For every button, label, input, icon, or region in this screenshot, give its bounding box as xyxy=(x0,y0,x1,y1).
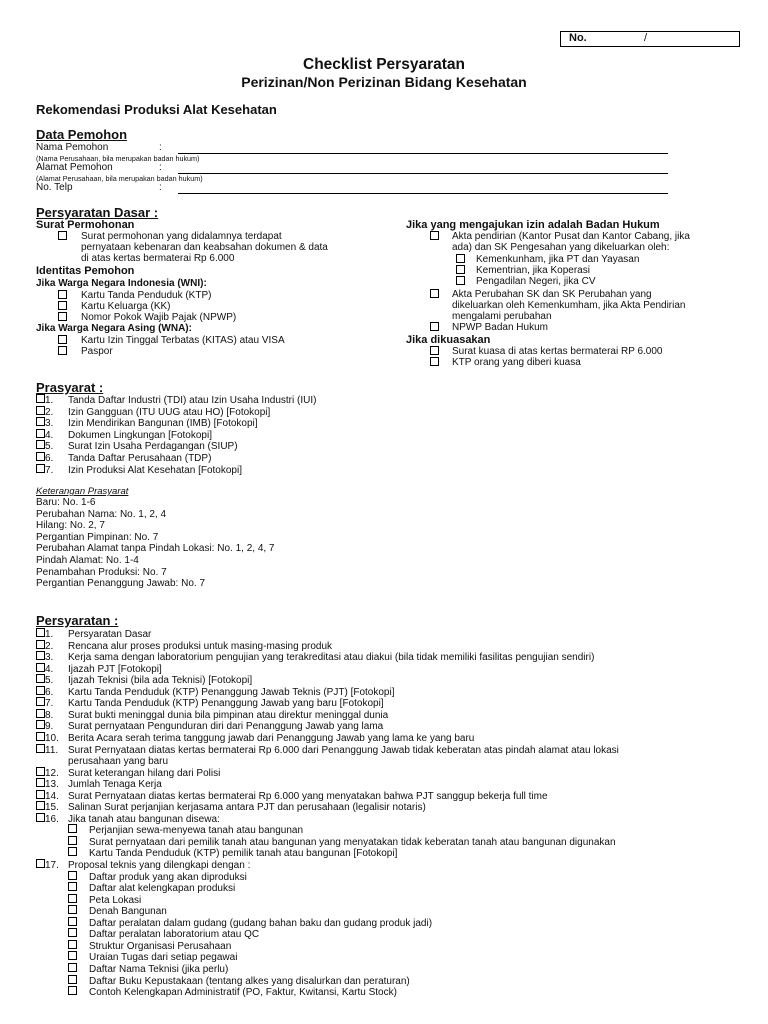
item-number: 16. xyxy=(45,813,59,825)
deed-subitem-label: Kementrian, jika Koperasi xyxy=(476,265,590,276)
amend-line: dikeluarkan oleh Kemenkumham, jika Akta Pendirian xyxy=(452,300,686,311)
amend-line: mengalami perubahan xyxy=(452,311,552,322)
item-label: Dokumen Lingkungan [Fotokopi] xyxy=(68,429,212,441)
checkbox[interactable] xyxy=(430,346,439,355)
checkbox[interactable] xyxy=(36,686,45,695)
item-number: 14. xyxy=(45,790,59,802)
checkbox[interactable] xyxy=(36,674,45,683)
item-label: Surat pernyataan Pengunduran diri dari Penanggung Jawab yang lama xyxy=(68,721,384,733)
item-number: 17. xyxy=(45,860,59,871)
checkbox[interactable] xyxy=(68,905,77,914)
checkbox[interactable] xyxy=(36,663,45,672)
applicant-phone-colon: : xyxy=(159,182,162,193)
wni-item-label: Nomor Pokok Wajib Pajak (NPWP) xyxy=(81,312,237,323)
checkbox[interactable] xyxy=(68,928,77,937)
checkbox[interactable] xyxy=(58,290,67,299)
npwp-label: NPWP Badan Hukum xyxy=(452,322,548,333)
item-number: 3. xyxy=(45,652,54,664)
item-number: 2. xyxy=(45,640,54,652)
item-label: Berita Acara serah terima tanggung jawab dari Penanggung Jawab yang lama ke yang baru xyxy=(68,732,475,744)
item-label: Kartu Tanda Penduduk (KTP) Penanggung Jawab Teknis (PJT) [Fotokopi] xyxy=(68,686,395,698)
request-line: Surat permohonan yang didalamnya terdapat xyxy=(81,231,282,242)
item-number: 5. xyxy=(45,675,54,687)
item-label: Persyaratan Dasar xyxy=(68,629,152,640)
item-label: Daftar peralatan laboratorium atau QC xyxy=(89,929,260,941)
checkbox[interactable] xyxy=(36,429,45,438)
item-label: Proposal teknis yang dilengkapi dengan : xyxy=(68,860,251,871)
item-label: Ijazah Teknisi (bila ada Teknisi) [Fotokopi] xyxy=(68,675,253,687)
checkbox[interactable] xyxy=(36,801,45,810)
checkbox[interactable] xyxy=(68,963,77,972)
checkbox[interactable] xyxy=(68,975,77,984)
item-label: Rencana alur proses produksi untuk masing-masing produk xyxy=(68,640,333,652)
item-number: 6. xyxy=(45,686,54,698)
checkbox[interactable] xyxy=(58,312,67,321)
item-number: 7. xyxy=(45,464,54,476)
item-number: 9. xyxy=(45,721,54,733)
checkbox[interactable] xyxy=(68,824,77,833)
item-label: Struktur Organisasi Perusahaan xyxy=(89,940,232,952)
number-label: No. xyxy=(569,32,587,44)
checkbox[interactable] xyxy=(36,452,45,461)
item-number: 15. xyxy=(45,802,59,814)
item-label: Perjanjian sewa-menyewa tanah atau bangunan xyxy=(89,825,304,837)
checkbox[interactable] xyxy=(36,628,45,637)
item-number: 12. xyxy=(45,767,59,779)
applicant-address-field xyxy=(178,173,668,174)
note-line: Perubahan Nama: No. 1, 2, 4 xyxy=(36,508,167,520)
checkbox[interactable] xyxy=(68,882,77,891)
item-number: 8. xyxy=(45,709,54,721)
checkbox[interactable] xyxy=(68,894,77,903)
item-label: Peta Lokasi xyxy=(89,894,142,906)
item-label: Daftar alat kelengkapan produksi xyxy=(89,883,236,895)
item-number: 4. xyxy=(45,429,54,441)
note-line: Hilang: No. 2, 7 xyxy=(36,520,105,532)
note-line: Pergantian Pimpinan: No. 7 xyxy=(36,531,159,543)
item-label: Izin Gangguan (ITU UUG atau HO) [Fotokopi] xyxy=(68,406,271,418)
checkbox[interactable] xyxy=(36,732,45,741)
note-line: Perubahan Alamat tanpa Pindah Lokasi: No. 1, 2, 4, 7 xyxy=(36,543,275,555)
checkbox[interactable] xyxy=(456,265,465,274)
number-slash: / xyxy=(644,32,648,44)
checkbox[interactable] xyxy=(430,231,439,240)
applicant-phone-label: No. Telp xyxy=(36,182,73,193)
checkbox[interactable] xyxy=(456,254,465,263)
checkbox[interactable] xyxy=(36,394,45,403)
amend-line: Akta Perubahan SK dan SK Perubahan yang xyxy=(452,289,652,300)
checkbox[interactable] xyxy=(68,986,77,995)
wni-item-label: Kartu Keluarga (KK) xyxy=(81,301,171,312)
checkbox[interactable] xyxy=(36,440,45,449)
item-number: 6. xyxy=(45,453,54,464)
legal-heading: Jika yang mengajukan izin adalah Badan Hukum xyxy=(406,219,660,231)
persyaratan-heading: Persyaratan : xyxy=(36,613,119,628)
number-box xyxy=(560,31,740,47)
checkbox[interactable] xyxy=(68,940,77,949)
applicant-name-hint: (Nama Perusahaan, bila merupakan badan hukum) xyxy=(36,154,200,163)
checkbox[interactable] xyxy=(36,767,45,776)
wna-item-label: Paspor xyxy=(81,346,113,357)
checkbox[interactable] xyxy=(36,640,45,649)
checkbox[interactable] xyxy=(36,859,45,868)
deed-line: Akta pendirian (Kantor Pusat dan Kantor Cabang, jika xyxy=(452,231,690,242)
proxy-item-label: KTP orang yang diberi kuasa xyxy=(452,357,581,368)
item-label: Daftar produk yang akan diproduksi xyxy=(89,871,247,883)
checkbox[interactable] xyxy=(36,697,45,706)
item-label: Contoh Kelengkapan Administratif (PO, Faktur, Kwitansi, Kartu Stock) xyxy=(89,987,397,999)
item-label: Izin Mendirikan Bangunan (IMB) [Fotokopi] xyxy=(68,418,258,430)
applicant-heading: Data Pemohon xyxy=(36,127,128,142)
deed-line: ada) dan SK Pengesahan yang dikeluarkan oleh: xyxy=(452,242,670,253)
item-label: Kartu Tanda Penduduk (KTP) Penanggung Jawab yang baru [Fotokopi] xyxy=(68,698,384,710)
item-number: 3. xyxy=(45,418,54,430)
wni-item-label: Kartu Tanda Penduduk (KTP) xyxy=(81,290,212,301)
checkbox[interactable] xyxy=(68,951,77,960)
checkbox[interactable] xyxy=(456,276,465,285)
item-number: 10. xyxy=(45,732,59,744)
checkbox[interactable] xyxy=(58,301,67,310)
checkbox[interactable] xyxy=(36,720,45,729)
item-label: Jumlah Tenaga Kerja xyxy=(68,779,162,791)
checkbox[interactable] xyxy=(68,917,77,926)
proxy-heading: Jika dikuasakan xyxy=(406,334,491,346)
item-label: Daftar Buku Kepustakaan (tentang alkes yang disalurkan dan peraturan) xyxy=(89,975,410,987)
basic-heading: Persyaratan Dasar : xyxy=(36,205,159,220)
checkbox[interactable] xyxy=(58,346,67,355)
checkbox[interactable] xyxy=(58,335,67,344)
wni-heading: Jika Warga Negara Indonesia (WNI): xyxy=(36,278,207,289)
page-title: Checklist Persyaratan xyxy=(303,56,465,73)
item-label: Surat Pernyataan diatas kertas bermaterai Rp 6.000 yang menyatakan bahwa PJT sanggup bekerja full time xyxy=(68,790,548,802)
item-number: 5. xyxy=(45,441,54,453)
item-label: Surat pernyataan dari pemilik tanah atau bangunan yang menyatakan tidak keberatan tanah atau bangunan digunakan xyxy=(89,836,616,848)
checkbox[interactable] xyxy=(68,871,77,880)
applicant-address-colon: : xyxy=(159,162,162,173)
deed-subitem-label: Kemenkunham, jika PT dan Yayasan xyxy=(476,254,640,265)
checkbox[interactable] xyxy=(430,357,439,366)
checkbox[interactable] xyxy=(36,744,45,753)
applicant-address-label: Alamat Pemohon xyxy=(36,162,113,173)
item-label: Tanda Daftar Industri (TDI) atau Izin Usaha Industri (IUI) xyxy=(68,395,317,406)
applicant-name-colon: : xyxy=(159,142,162,153)
item-label: Kerja sama dengan laboratorium pengujian yang terakreditasi atau diakui (bila tidak memiliki fasilitas pengujian sendiri) xyxy=(68,652,595,664)
deed-subitem-label: Pengadilan Negeri, jika CV xyxy=(476,276,596,287)
notes-heading: Keterangan Prasyarat xyxy=(36,486,129,497)
item-label: Jika tanah atau bangunan disewa: xyxy=(68,813,220,825)
item-label: Surat keterangan hilang dari Polisi xyxy=(68,767,221,779)
checkbox[interactable] xyxy=(36,406,45,415)
identity-heading: Identitas Pemohon xyxy=(36,265,135,277)
item-number: 2. xyxy=(45,406,54,418)
checkbox[interactable] xyxy=(36,709,45,718)
item-number: 4. xyxy=(45,663,54,675)
checkbox[interactable] xyxy=(430,289,439,298)
checkbox[interactable] xyxy=(36,651,45,660)
applicant-phone-field xyxy=(178,193,668,194)
checkbox[interactable] xyxy=(68,836,77,845)
item-label: Surat Izin Usaha Perdagangan (SIUP) xyxy=(68,441,238,453)
request-line: di atas kertas bermaterai Rp 6.000 xyxy=(81,253,235,264)
item-label: Daftar peralatan dalam gudang (gudang bahan baku dan gudang produk jadi) xyxy=(89,917,433,929)
wna-heading: Jika Warga Negara Asing (WNA): xyxy=(36,323,192,334)
item-label: Tanda Daftar Perusahaan (TDP) xyxy=(68,453,212,464)
note-line: Pindah Alamat: No. 1-4 xyxy=(36,555,139,566)
item-number: 1. xyxy=(45,629,54,640)
item-label: Ijazah PJT [Fotokopi] xyxy=(68,663,162,675)
checkbox[interactable] xyxy=(430,322,439,331)
request-line: pernyataan kebenaran dan keabsahan dokumen & data xyxy=(81,242,328,253)
checkbox[interactable] xyxy=(68,847,77,856)
item-label: Uraian Tugas dari setiap pegawai xyxy=(89,952,238,964)
item-label: Surat bukti meninggal dunia bila pimpinan atau direktur meninggal dunia xyxy=(68,709,389,721)
wna-item-label: Kartu Izin Tinggal Terbatas (KITAS) atau VISA xyxy=(81,335,285,346)
item-number: 7. xyxy=(45,698,54,710)
prasyarat-heading: Prasyarat : xyxy=(36,380,104,395)
proxy-item-label: Surat kuasa di atas kertas bermaterai RP 6.000 xyxy=(452,346,663,357)
item-number: 11. xyxy=(45,744,59,756)
item-number: 13. xyxy=(45,779,59,791)
item-label: Kartu Tanda Penduduk (KTP) pemilik tanah atau bangunan [Fotokopi] xyxy=(89,848,398,860)
checkbox[interactable] xyxy=(36,790,45,799)
note-line: Baru: No. 1-6 xyxy=(36,497,96,508)
page-subtitle: Perizinan/Non Perizinan Bidang Kesehatan xyxy=(241,74,527,90)
item-label: Surat Pernyataan diatas kertas bermaterai Rp 6.000 dari Penanggung Jawab tidak keberatan atas pindah alamat atau lokasi xyxy=(68,744,619,756)
request-heading: Surat Permohonan xyxy=(36,219,135,231)
applicant-address-hint: (Alamat Perusahaan, bila merupakan badan hukum) xyxy=(36,174,203,183)
recommendation-heading: Rekomendasi Produksi Alat Kesehatan xyxy=(36,102,277,117)
applicant-name-label: Nama Pemohon xyxy=(36,142,109,153)
item-label: Izin Produksi Alat Kesehatan [Fotokopi] xyxy=(68,464,242,476)
checkbox[interactable] xyxy=(36,813,45,822)
item-label: Daftar Nama Teknisi (jika perlu) xyxy=(89,963,229,975)
checkbox[interactable] xyxy=(36,417,45,426)
item-number: 1. xyxy=(45,395,54,406)
applicant-name-field xyxy=(178,153,668,154)
item-label: Denah Bangunan xyxy=(89,906,167,918)
note-line: Penambahan Produksi: No. 7 xyxy=(36,566,167,578)
checkbox[interactable] xyxy=(36,464,45,473)
note-line: Pergantian Penanggung Jawab: No. 7 xyxy=(36,578,206,590)
item-label: perusahaan yang baru xyxy=(68,756,169,768)
checkbox[interactable] xyxy=(58,231,67,240)
item-label: Salinan Surat perjanjian kerjasama antara PJT dan perusahaan (legalisir notaris) xyxy=(68,802,426,814)
checkbox[interactable] xyxy=(36,778,45,787)
